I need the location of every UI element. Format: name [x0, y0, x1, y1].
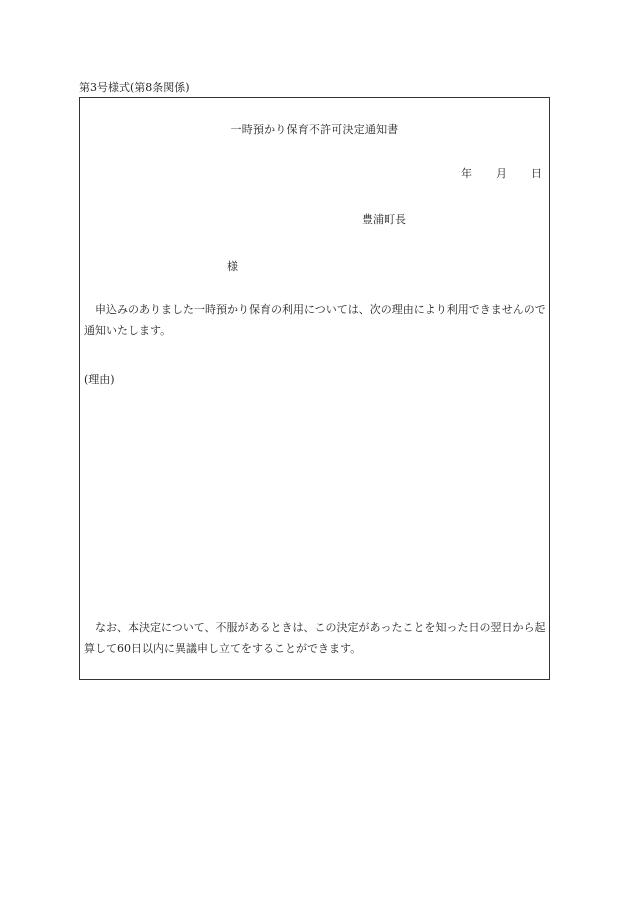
date-month-label: 月 — [496, 167, 507, 180]
reason-label: (理由) — [84, 373, 115, 386]
date-line — [461, 167, 542, 181]
date-day-label: 日 — [531, 167, 542, 180]
form-number-label: 第3号様式(第8条関係) — [79, 81, 190, 94]
notice-frame — [79, 97, 550, 680]
issuer-name: 豊浦町長 — [362, 213, 406, 226]
document-title: 一時預かり保育不許可決定通知書 — [230, 123, 399, 136]
notice-body-text: 申込みのありました一時預かり保育の利用については、次の理由により利用できませんので通知いたします。 — [84, 303, 546, 337]
date-year-label: 年 — [461, 167, 472, 180]
appeal-notice-text: なお、本決定について、不服があるときは、この決定があったことを知った日の翌日から起算して60日以内に異議申し立てをすることができます。 — [84, 621, 546, 655]
addressee-honorific: 様 — [227, 260, 238, 273]
